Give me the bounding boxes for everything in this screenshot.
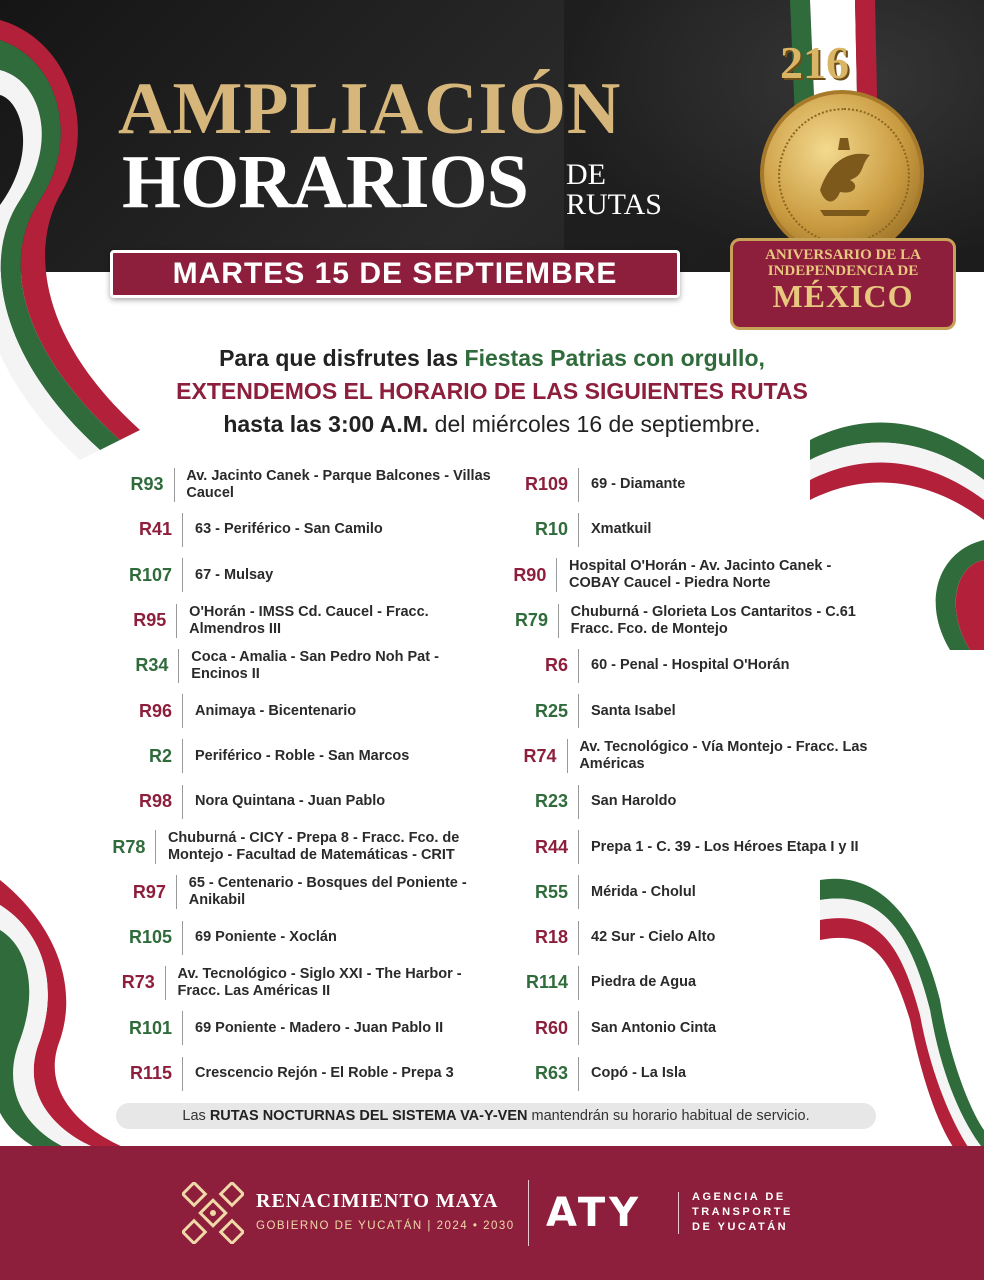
anniversary-badge [730, 32, 950, 332]
route-desc: Periférico - Roble - San Marcos [195, 747, 410, 764]
route-row [112, 779, 492, 824]
gold-medal-icon [760, 90, 924, 258]
route-row [508, 824, 868, 869]
badge-line1: ANIVERSARIO DE LA [765, 247, 921, 263]
routes-left-column [112, 462, 492, 1096]
aty-logo: ATY [546, 1190, 643, 1236]
route-row [112, 960, 492, 1005]
route-row [112, 462, 492, 507]
route-code: R74 [523, 745, 557, 766]
intro-line2: EXTENDEMOS EL HORARIO DE LAS SIGUIENTES RUTAS [176, 378, 808, 404]
route-row [508, 1051, 868, 1096]
route-desc: 69 Poniente - Xoclán [195, 929, 337, 946]
footer [0, 1146, 984, 1280]
badge-line2: INDEPENDENCIA DE [767, 263, 919, 279]
route-row [112, 734, 492, 779]
route-code: R90 [513, 564, 547, 585]
route-code: R101 [128, 1017, 172, 1038]
route-desc: Chuburná - Glorieta Los Cantaritos - C.61 Fracc. Fco. de Montejo [570, 603, 856, 637]
route-row [508, 779, 868, 824]
aty-name: AGENCIA DE TRANSPORTE DE YUCATÁN [692, 1191, 793, 1233]
route-code: R63 [534, 1063, 568, 1083]
route-desc: Xmatkuil [591, 521, 652, 538]
route-desc: Santa Isabel [591, 702, 676, 719]
route-row [508, 598, 868, 643]
route-desc: Copó - La Isla [591, 1065, 687, 1081]
aty-divider [678, 1192, 679, 1234]
route-row [508, 870, 868, 915]
route-row [508, 960, 868, 1005]
route-code: R98 [138, 791, 172, 812]
route-row [112, 507, 492, 552]
date-banner: MARTES 15 DE SEPTIEMBRE [110, 250, 680, 298]
route-row [112, 598, 492, 643]
route-code: R23 [534, 791, 568, 812]
route-desc: Animaya - Bicentenario [195, 702, 357, 719]
route-desc: 65 - Centenario - Bosques del Poniente - Anikabil [188, 875, 467, 909]
title-rutas: RUTAS [566, 188, 662, 221]
route-code: R114 [525, 972, 568, 993]
intro-line3: hasta las 3:00 A.M. del miércoles 16 de septiembre. [223, 411, 761, 437]
badge-line3: MÉXICO [772, 278, 914, 314]
route-code: R2 [148, 745, 172, 766]
intro-text [0, 342, 984, 441]
route-row [508, 915, 868, 960]
route-code: R10 [534, 519, 568, 540]
route-code: R93 [130, 474, 164, 495]
route-row [508, 643, 868, 688]
route-code: R55 [534, 881, 568, 902]
medal-ring [778, 108, 910, 244]
route-row [508, 462, 868, 507]
route-code: R96 [138, 700, 172, 721]
route-desc: 42 Sur - Cielo Alto [591, 929, 716, 946]
route-code: R79 [514, 610, 548, 631]
route-code: R78 [112, 836, 146, 857]
title-horarios: HORARIOS [122, 140, 528, 224]
title-de: DE [566, 158, 606, 191]
route-row [112, 870, 492, 915]
route-code: R25 [534, 700, 568, 721]
route-desc: Nora Quintana - Juan Pablo [195, 793, 386, 810]
route-row [508, 507, 868, 552]
route-row [508, 688, 868, 733]
night-routes-notice: Las RUTAS NOCTURNAS DEL SISTEMA VA-Y-VEN mantendrán su horario habitual de servicio. [116, 1103, 876, 1129]
eagle-icon [780, 110, 908, 242]
route-code: R18 [534, 927, 568, 948]
route-code: R60 [534, 1017, 568, 1038]
route-desc: 67 - Mulsay [195, 566, 274, 583]
route-code: R73 [121, 972, 155, 993]
route-row [112, 688, 492, 733]
route-desc: Av. Tecnológico - Siglo XXI - The Harbor - Fracc. Las Américas II [177, 965, 462, 999]
route-desc: Crescencio Rejón - El Roble - Prepa 3 [195, 1065, 454, 1081]
route-desc: Av. Jacinto Canek - Parque Balcones - Villas Caucel [186, 467, 491, 501]
route-code: R115 [129, 1063, 172, 1083]
route-code: R107 [128, 564, 172, 585]
route-desc: 63 - Periférico - San Camilo [195, 521, 383, 538]
route-code: R109 [524, 474, 568, 495]
route-desc: Piedra de Agua [591, 974, 697, 991]
route-code: R6 [544, 655, 568, 676]
route-row [508, 553, 868, 598]
route-desc: Hospital O'Horán - Av. Jacinto Canek - COBAY Caucel - Piedra Norte [568, 558, 832, 592]
route-code: R95 [133, 610, 167, 631]
anniversary-label [730, 238, 956, 330]
route-desc: Mérida - Cholul [591, 883, 696, 900]
route-code: R44 [534, 836, 568, 857]
renacimiento-maya-logo-icon [182, 1182, 244, 1244]
badge-number: 216 [780, 37, 849, 88]
route-desc: 60 - Penal - Hospital O'Horán [591, 657, 790, 674]
route-row [112, 643, 492, 688]
route-code: R97 [132, 881, 166, 902]
intro-line1: Para que disfrutes las Fiestas Patrias con orgullo, [219, 345, 765, 371]
title-ampliacion: AMPLIACIÓN [118, 68, 622, 150]
route-desc: San Antonio Cinta [591, 1019, 717, 1036]
route-desc: Chuburná - CICY - Prepa 8 - Fracc. Fco. de Montejo - Facultad de Matemáticas - CRIT [167, 830, 460, 864]
route-code: R41 [138, 519, 172, 540]
route-row [508, 1006, 868, 1051]
route-row [112, 915, 492, 960]
route-row [112, 824, 492, 869]
route-row [508, 734, 868, 779]
footer-divider [528, 1180, 529, 1246]
route-desc: San Haroldo [591, 793, 677, 810]
route-desc: Coca - Amalia - San Pedro Noh Pat - Encinos II [191, 648, 439, 682]
gobierno-yucatan-subtitle: GOBIERNO DE YUCATÁN | 2024 • 2030 [256, 1220, 515, 1232]
route-desc: 69 - Diamante [591, 476, 686, 493]
renacimiento-maya-title: RENACIMIENTO MAYA [256, 1190, 499, 1212]
routes-right-column [508, 462, 868, 1096]
route-row [112, 1006, 492, 1051]
route-desc: O'Horán - IMSS Cd. Caucel - Fracc. Almendros III [189, 603, 429, 637]
route-code: R34 [135, 655, 169, 676]
route-desc: Av. Tecnológico - Vía Montejo - Fracc. Las Américas [579, 739, 868, 773]
route-row [112, 1051, 492, 1096]
route-row [112, 553, 492, 598]
route-desc: 69 Poniente - Madero - Juan Pablo II [195, 1019, 444, 1036]
route-desc: Prepa 1 - C. 39 - Los Héroes Etapa I y II [591, 838, 859, 855]
route-code: R105 [128, 927, 172, 948]
